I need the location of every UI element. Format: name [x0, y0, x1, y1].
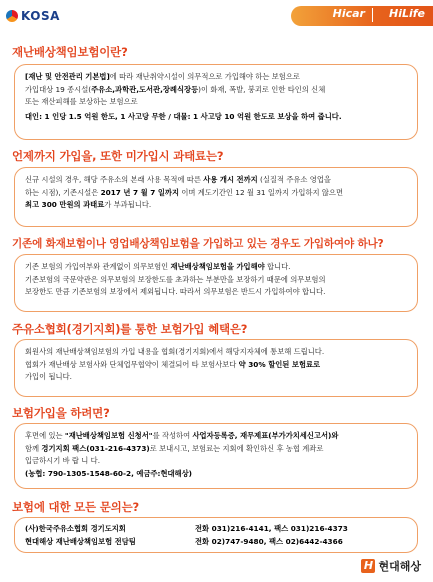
- s1-line-3: 또는 재산피해를 보상하는 보험으로: [25, 97, 138, 107]
- s5-l1b: "재난배상책임보험 신청서": [64, 431, 153, 440]
- s5-l4: (농협: 790-1305-1548-60-2, 예금주:현대해상): [25, 468, 192, 478]
- s1-l1a: [재난 및 안전관리 기본법]: [25, 72, 110, 81]
- s1-l2a: 가입대상 19 종시설(: [25, 84, 92, 94]
- hyundai-marine-text: 현대해상: [378, 560, 421, 573]
- s1-line-2: [25, 84, 407, 97]
- s4-line-3: 가입이 됩니다.: [25, 372, 72, 382]
- s6-r1-org: (사)한국주유소협회 경기도지회: [25, 524, 126, 533]
- s1-line-1: [25, 71, 407, 84]
- s6-r1-contact: 전화 031)216-4141, 팩스 031)216-4373: [195, 524, 348, 533]
- kosa-logo: [6, 6, 60, 26]
- s2-l1c: (실질적 주유소 영업을: [257, 175, 331, 184]
- header: [0, 0, 433, 34]
- s5-l2b: 경기지회 팩스(031-216-4373): [41, 443, 150, 453]
- s5-line-3: 입금하시기 바 랍 니 다.: [25, 456, 101, 466]
- s5-line-4: [25, 468, 407, 481]
- s1-l2c: )이 화재, 폭발, 붕괴로 인한 타인의 신체: [198, 84, 326, 94]
- section-2-title: 언제까지 가입을, 또한 미가입시 과태료는?: [12, 149, 224, 163]
- kosa-logo-text: KOSA: [21, 9, 60, 23]
- section-1-box: [14, 64, 418, 140]
- s5-l1c: 를 작성하여: [152, 431, 193, 440]
- s1-l4: 대인: 1 인당 1.5 억원 한도, 1 사고당 무한 / 대물: 1 사고당 10 억원 한도로 보상을 하여 줍니다.: [25, 111, 342, 121]
- s2-line-1: [25, 174, 407, 187]
- section-5-title: 보험가입을 하려면?: [12, 406, 110, 420]
- s2-l1a: 신규 시설의 경우, 해당 주유소의 본래 사용 목적에 따른: [25, 175, 204, 184]
- s5-l2a: 함께: [25, 443, 42, 453]
- s4-l2a: 협회가 재난배상 보험사와 단체업무협약이 체결되어 타 보험사보다: [25, 359, 239, 369]
- s3-line-3: 보장한도 만큼 기존보험의 보장에서 제외됩니다. 따라서 의무보험은 반드시 가입하여야 합니다.: [25, 287, 326, 297]
- s5-l1a: 후면에 있는: [25, 431, 65, 440]
- s3-l1b: 재난배상책임보험을 가입해야: [170, 262, 265, 271]
- s4-line-2: [25, 359, 407, 372]
- s2-l2c: 이며 계도기간인 12 월 31 일까지 가입하지 않으면: [179, 187, 344, 197]
- s5-line-2: [25, 443, 407, 456]
- section-5-box: [14, 423, 418, 489]
- s2-l3b: 가 부과됩니다.: [104, 200, 152, 210]
- s1-line-4: [25, 111, 407, 124]
- s4-l2b: 약 30% 할인된 보험료로: [238, 359, 321, 369]
- s5-l1d: 사업자등록증, 재무제표(부가가치세신고서)와: [192, 431, 339, 440]
- s6-row-1: [25, 523, 407, 536]
- s1-l2b: 주유소,과학관,도서관,장례식장등: [91, 84, 199, 94]
- s4-line-1: 회원사의 재난배상책임보험의 가입 내용을 협회(경기지회)에서 해당지자체에 통보해 드립니다.: [25, 347, 325, 356]
- s2-l3a: 최고 300 만원의 과태료: [25, 200, 105, 210]
- section-2-box: [14, 167, 418, 227]
- section-4-title: 주유소협회(경기지회)를 통한 보험가입 혜택은?: [12, 322, 248, 336]
- s3-line-1: [25, 261, 407, 274]
- section-3-box: [14, 254, 418, 312]
- section-6-title: 보험에 대한 모든 문의는?: [12, 500, 139, 514]
- section-4-box: [14, 339, 418, 397]
- s3-l1c: 합니다.: [264, 262, 291, 271]
- section-6-box: [14, 517, 418, 553]
- s6-row-2: [25, 536, 407, 549]
- hilife-logo: HiLife: [388, 7, 425, 20]
- s5-l2c: 로 보내시고, 보험료는 지회에 확인하신 후 농협 계좌로: [149, 443, 324, 453]
- logo-divider: [372, 8, 373, 22]
- hyundai-h-icon: H: [361, 559, 375, 573]
- s1-l1b: 에 따라 재난취약시설이 의무적으로 가입해야 하는 보험으로: [109, 72, 300, 81]
- s6-r2-org: 현대해상 재난배상책임보험 전담팀: [25, 536, 136, 546]
- hicar-logo: Hicar: [332, 7, 365, 20]
- s2-l1b: 사용 개시 전까지: [203, 175, 258, 184]
- s6-r2-contact: 전화 02)747-9480, 팩스 02)6442-4366: [195, 536, 343, 546]
- s3-l1a: 기존 보험의 가입여부와 관계없이 의무보험인: [25, 262, 171, 271]
- s2-line-3: [25, 199, 407, 212]
- s5-line-1: [25, 430, 407, 443]
- kosa-mark-icon: [6, 10, 18, 22]
- s3-line-2: 기존보험의 국문약관은 의무보험의 보장한도를 초과하는 부분만을 보장하기 때문에 의무보험의: [25, 274, 326, 284]
- s2-line-2: [25, 187, 407, 200]
- s2-l2a: 하는 시점), 기존시설은: [25, 187, 101, 197]
- section-1-title: 재난배상책임보험이란?: [12, 45, 128, 59]
- s2-l2b: 2017 년 7 월 7 일까지: [100, 187, 179, 197]
- hyundai-marine-logo: [361, 558, 421, 574]
- section-3-title: 기존에 화재보험이나 영업배상책임보험을 가입하고 있는 경우도 가입하여야 하나?: [12, 238, 384, 250]
